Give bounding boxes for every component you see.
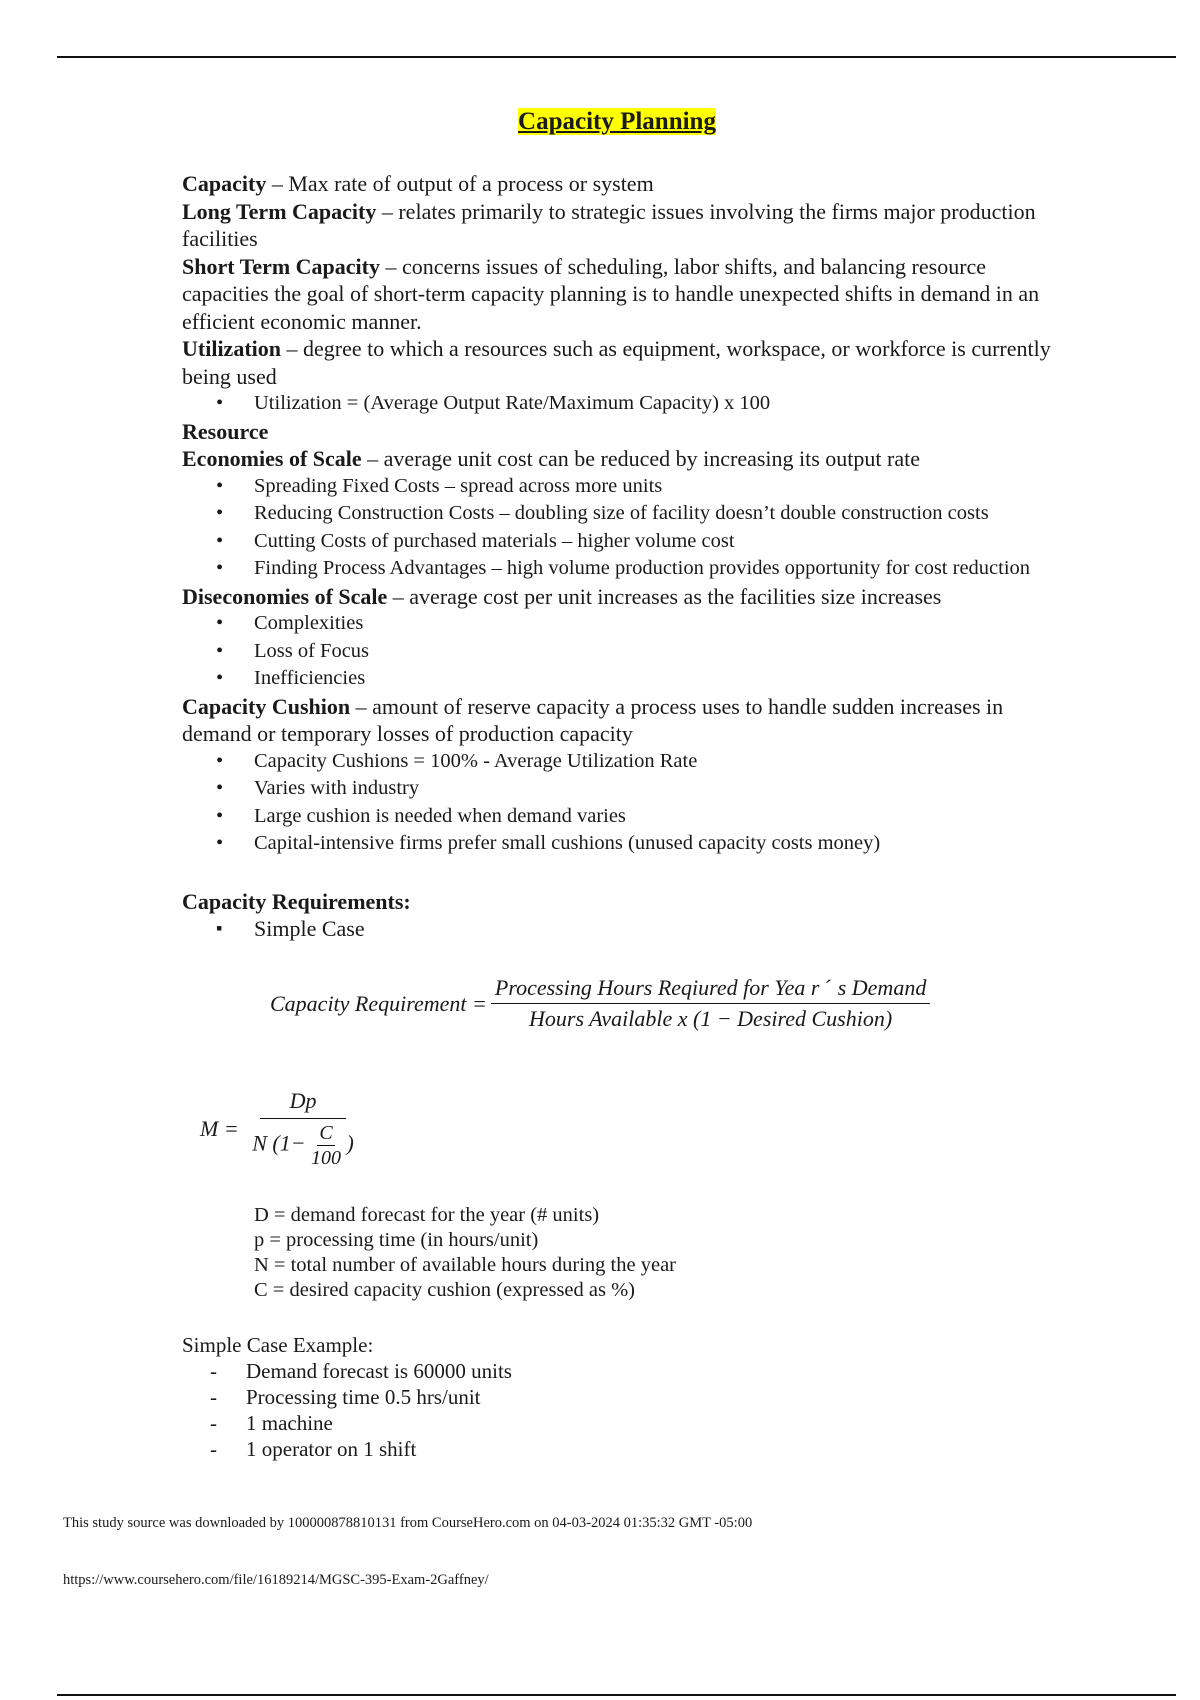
list-item: • Inefficiencies	[182, 665, 1062, 693]
def-long-term: Long Term Capacity – relates primarily to strategic issues involving the firms major production facilities	[182, 198, 1036, 251]
formula-denominator: N (1− $\frac{C}{100}$ )	[252, 1122, 354, 1169]
list-item: - Demand forecast is 60000 units	[182, 1358, 512, 1384]
utilization-list	[182, 390, 1062, 418]
diseconomies-list	[182, 610, 1062, 693]
def-utilization: Utilization – degree to which a resources such as equipment, workspace, or workforce is currently being used	[182, 336, 1051, 389]
economies-list	[182, 473, 1062, 583]
def-capacity: Capacity – Max rate of output of a process or system	[182, 171, 654, 196]
list-item: - 1 machine	[182, 1410, 512, 1436]
list-item: • Complexities	[182, 610, 1062, 638]
requirements-heading: Capacity Requirements:	[182, 888, 411, 914]
download-notice: This study source was downloaded by 100000878810131 from CourseHero.com on 04-03-2024 01:35:32 GMT -05:00	[63, 1515, 753, 1531]
list-item: ▪ Simple Case	[182, 915, 1062, 943]
def-diseconomies: Diseconomies of Scale – average cost per unit increases as the facilities size increases	[182, 583, 942, 609]
list-item: C = desired capacity cushion (expressed as %)	[254, 1279, 636, 1301]
list-item: D = demand forecast for the year (# units)	[254, 1204, 600, 1226]
list-item: p = processing time (in hours/unit)	[254, 1229, 539, 1251]
def-cushion: Capacity Cushion – amount of reserve capacity a process uses to handle sudden increases in demand or temporary losses of production capacity	[182, 693, 1004, 746]
list-item: • Capital-intensive firms prefer small cushions (unused capacity costs money)	[182, 830, 1062, 858]
m-formula: M = Dp N (1− $\frac{C}{100}$ )	[200, 1088, 358, 1170]
formula-numerator: Dp	[260, 1088, 347, 1119]
list-item: - 1 operator on 1 shift	[182, 1436, 512, 1462]
requirements-list	[182, 915, 1062, 943]
list-item: • Loss of Focus	[182, 638, 1062, 666]
def-economies: Economies of Scale – average unit cost can be reduced by increasing its output rate	[182, 446, 921, 471]
list-item: • Reducing Construction Costs – doubling size of facility doesn’t double construction costs	[182, 500, 1062, 528]
list-item: • Spreading Fixed Costs – spread across more units	[182, 473, 1062, 501]
list-item: • Cutting Costs of purchased materials – higher volume cost	[182, 528, 1062, 556]
formula-denominator: Hours Available x (1 − Desired Cushion)	[529, 1006, 893, 1031]
resource-heading: Resource	[182, 418, 269, 444]
list-item: • Capacity Cushions = 100% - Average Utilization Rate	[182, 748, 1062, 776]
list-item: • Large cushion is needed when demand varies	[182, 803, 1062, 831]
capacity-requirement-formula: Capacity Requirement = $\frac{\text{Processing Hours Reqiured for Yea r ˊ s Demand}}{\text{Hours Available x (1 − Desired Cushion)}}$	[270, 975, 930, 1032]
example-heading: Simple Case Example:	[182, 1333, 374, 1357]
simple-case-example	[182, 1332, 512, 1462]
variable-definitions	[254, 1203, 676, 1303]
list-item: - Processing time 0.5 hrs/unit	[182, 1384, 512, 1410]
source-url[interactable]: https://www.coursehero.com/file/16189214/MGSC-395-Exam-2Gaffney/	[63, 1572, 489, 1588]
cushion-list	[182, 748, 1062, 858]
list-item: • Varies with industry	[182, 775, 1062, 803]
formula-lhs: Capacity Requirement	[270, 990, 467, 1016]
formula-lhs: M	[200, 1116, 219, 1141]
notes-body	[182, 170, 1062, 943]
example-list	[182, 1358, 512, 1462]
bottom-rule	[57, 1694, 1176, 1696]
formula-numerator: Processing Hours Reqiured for Yea r ˊ s Demand	[491, 975, 930, 1004]
def-short-term: Short Term Capacity – concerns issues of scheduling, labor shifts, and balancing resource capacities the goal of short-term capacity planning is to handle unexpected shifts in demand in an efficient economic manner.	[182, 253, 1040, 334]
list-item: • Finding Process Advantages – high volume production provides opportunity for cost reduction	[182, 555, 1062, 583]
page-title: Capacity Planning	[518, 108, 716, 135]
list-item: N = total number of available hours during the year	[254, 1254, 677, 1276]
top-rule	[57, 56, 1176, 58]
list-item: • Utilization = (Average Output Rate/Maximum Capacity) x 100	[182, 390, 1062, 418]
